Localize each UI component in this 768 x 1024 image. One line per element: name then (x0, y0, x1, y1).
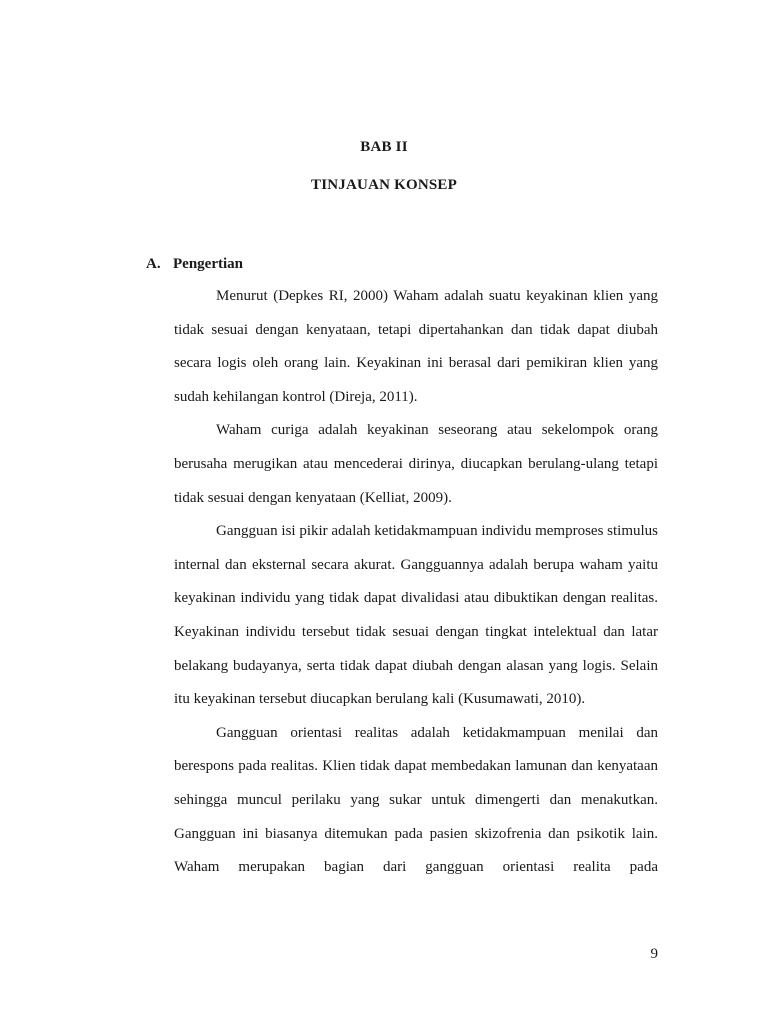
chapter-title: TINJAUAN KONSEP (311, 177, 457, 193)
chapter-number: BAB II (360, 139, 408, 155)
paragraph-gangguan-orientasi-realitas: Gangguan orientasi realitas adalah ketidakmampuan menilai dan berespons pada realitas. Klien tidak dapat membedakan lamunan dan kenyataan sehingga muncul perilaku yang sukar untuk dimengerti dan menakutkan. Gangguan ini biasanya ditemukan pada pasien skizofrenia dan psikotik lain. Waham merupakan bagian dari gangguan orientasi realita pada (174, 724, 658, 876)
paragraph-waham-curiga: Waham curiga adalah keyakinan seseorang atau sekelompok orang berusaha merugikan atau mencederai dirinya, diucapkan berulang-ulang tetapi tidak sesuai dengan kenyataan (Kelliat, 2009). (174, 422, 658, 506)
page-number: 9 (650, 946, 658, 962)
section-heading (146, 256, 243, 273)
paragraph-gangguan-isi-pikir: Gangguan isi pikir adalah ketidakmampuan individu memproses stimulus internal dan eksternal secara akurat. Gangguannya adalah berupa waham yaitu keyakinan individu yang tidak dapat divalidasi atau dibuktikan dengan realitas. Keyakinan individu tersebut tidak sesuai dengan tingkat intelektual dan latar belakang budayanya, serta tidak dapat diubah dengan alasan yang logis. Selain itu keyakinan tersebut diucapkan berulang kali (Kusumawati, 2010). (174, 523, 659, 708)
paragraph-depkes-definition: Menurut (Depkes RI, 2000) Waham adalah suatu keyakinan klien yang tidak sesuai dengan kenyataan, tetapi dipertahankan dan tidak dapat diubah secara logis oleh orang lain. Keyakinan ini berasal dari pemikiran klien yang sudah kehilangan kontrol (Direja, 2011). (174, 288, 658, 405)
body-text (174, 280, 658, 885)
section-title: Pengertian (173, 256, 243, 272)
section-letter: A. (146, 256, 161, 272)
